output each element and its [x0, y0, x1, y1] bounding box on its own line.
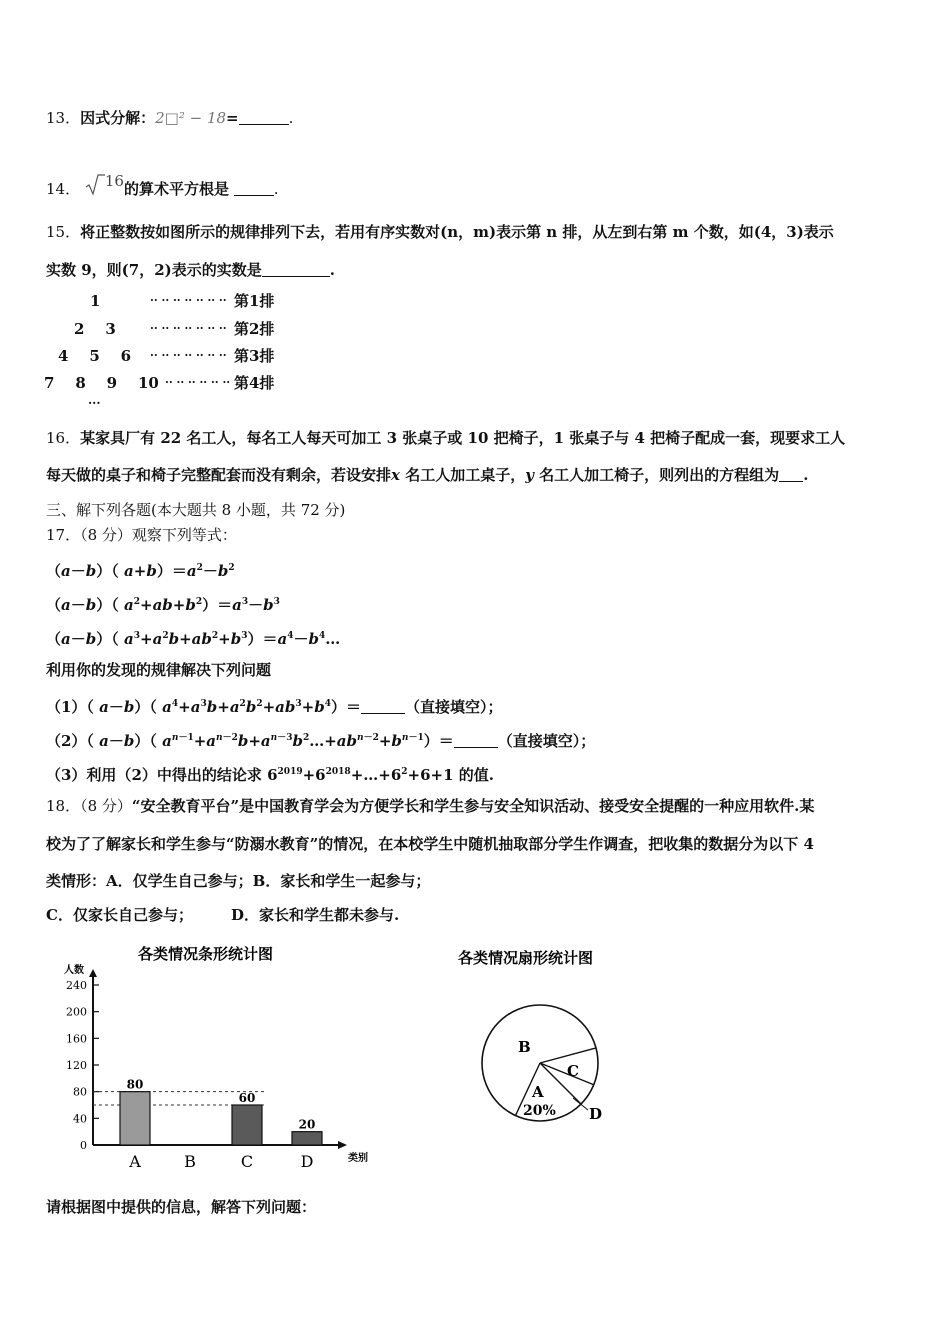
question-16-line-2 [46, 465, 808, 485]
q17-part-2-blank [454, 733, 498, 748]
pie-radius-1 [540, 1048, 596, 1063]
bar-label-A: 80 [126, 1077, 144, 1092]
pie-chart [440, 935, 660, 1135]
q17-part-2-label: （2）（ [46, 732, 94, 750]
triangle-row-4-dots: ·· ·· ·· ·· ·· ·· [165, 376, 231, 389]
q16-var-x: x [391, 466, 400, 484]
question-18-line-1 [46, 796, 814, 816]
q18-option-d: D．家长和学生都未参与. [230, 906, 400, 924]
q15-text-line-1: 将正整数按如图所示的规律排列下去，若用有序实数对(n，m)表示第 n 排，从左到右第 m 个数，如(4，3)表示 [80, 223, 834, 241]
q16-number: 16． [46, 429, 81, 447]
triangle-row-3-dots: ·· ·· ·· ·· ·· ·· ·· [150, 349, 227, 362]
q13-text: 因式分解： [80, 109, 156, 127]
question-14 [46, 174, 279, 201]
x-axis-arrow [338, 1141, 347, 1149]
q17-part-3-end: 的值. [458, 766, 494, 784]
triangle-row-4-label: 第4排 [234, 374, 275, 392]
q18-text-line-3: 类情形：A．仅学生自己参与；B．家长和学生一起参与； [46, 872, 431, 890]
q17-number: 17． [46, 526, 81, 544]
pie-chart-title: 各类情况扇形统计图 [458, 949, 594, 967]
q16-text-line-2b: 名工人加工桌子， [405, 466, 526, 484]
y-axis-arrow [89, 969, 97, 977]
x-tick-label-B: B [184, 1152, 196, 1171]
q16-period: . [803, 466, 809, 484]
pie-label-A: A [532, 1083, 544, 1101]
bar-chart-ylabel: 人数 [64, 965, 84, 976]
q17-part-3-text: （3）利用（2）中得出的结论求 6 [46, 766, 278, 784]
triangle-row-1-dots: ·· ·· ·· ·· ·· ·· ·· [150, 294, 227, 307]
q17-part-3: （3）利用（2）中得出的结论求 $6^{2019}+6^{2018}+\dots+6^2+6+1$ 的值. [46, 766, 494, 784]
q16-text-line-2a: 每天做的桌子和椅子完整配套而没有剩余，若设安排 [46, 466, 392, 484]
triangle-row-3-label: 第3排 [234, 347, 275, 365]
q17-intro: 利用你的发现的规律解决下列问题 [46, 661, 272, 679]
q14-answer-blank [234, 181, 274, 196]
question-17-header [46, 525, 237, 545]
sqrt-symbol-icon [85, 174, 105, 201]
q15-number: 15． [46, 223, 81, 241]
q16-text-line-2c: 名工人加工椅子，则列出的方程组为 [539, 466, 780, 484]
question-15-line-1 [46, 222, 834, 242]
triangle-ellipsis: ··· [88, 396, 101, 410]
x-tick-label-A: A [129, 1152, 141, 1171]
q18-option-c: C．仅家长自己参与； [46, 906, 193, 924]
y-tick-label-200: 200 [66, 1005, 87, 1019]
pie-label-C: C [567, 1062, 579, 1080]
x-tick-label-D: D [300, 1152, 314, 1171]
q15-text-line-2: 实数 9，则(7，2)表示的实数是 [46, 261, 262, 279]
y-tick-label-160: 160 [66, 1032, 87, 1046]
bar-chart-title: 各类情况条形统计图 [138, 945, 274, 963]
q18-number: 18． [46, 797, 81, 815]
y-tick-label-80: 80 [73, 1085, 87, 1099]
q17-equation-1: （a－b）（ $a+b)=a^2-b^2$ [46, 562, 235, 580]
pie-label-B: B [518, 1038, 531, 1056]
bar-A [120, 1092, 150, 1145]
q17-text: 观察下列等式： [131, 526, 237, 544]
q17-part-1-label: （1）（ [46, 698, 94, 716]
q14-period: . [273, 180, 279, 198]
q18-text-line-4 [46, 905, 399, 925]
q15-answer-blank [262, 262, 330, 277]
pie-slice-label-A: 20% [523, 1103, 556, 1119]
q18-points: （8 分） [80, 797, 132, 815]
triangle-row-4-numbers: 7 8 9 10 [44, 374, 159, 392]
x-tick-label-C: C [240, 1152, 254, 1171]
q16-text-line-1: 某家具厂有 22 名工人，每名工人每天可加工 3 张桌子或 10 把椅子，1 张桌子与 4 把椅子配成一套，现要求工人 [80, 429, 846, 447]
q17-part-2: （2）（ a－b）（ $a^{n-1}+a^{n-2}b+a^{n-3}b^2\dots+ab^{n-2}+b^{n-1})=$ （直接填空）； [46, 732, 596, 750]
triangle-row-2-dots: ·· ·· ·· ·· ·· ·· ·· [150, 322, 227, 335]
question-16-line-1 [46, 428, 845, 448]
q18-after-text: 请根据图中提供的信息，解答下列问题： [46, 1198, 317, 1216]
q13-equals: = [226, 109, 239, 127]
q18-text-line-2: 校为了了解家长和学生参与“防溺水教育”的情况，在本校学生中随机抽取部分学生作调查，把收集的数据分为以下 4 [46, 835, 814, 853]
triangle-row-1-label: 第1排 [234, 292, 275, 310]
q17-part-1-blank [361, 699, 405, 714]
triangle-row-2-numbers: 2 3 [74, 320, 116, 338]
y-tick-label-120: 120 [66, 1059, 87, 1072]
y-tick-label-0: 0 [80, 1139, 87, 1152]
question-13 [46, 108, 293, 128]
bar-chart-xlabel: 类别 [348, 1153, 368, 1164]
q15-period: . [329, 261, 335, 279]
bar-chart [50, 935, 380, 1175]
q14-sqrt-value: 16 [104, 172, 124, 190]
y-tick-label-240: 240 [66, 979, 87, 992]
q13-period: . [288, 109, 294, 127]
pie-label-D: D [589, 1105, 603, 1123]
section-3-heading: 三、解下列各题(本大题共 8 小题，共 72 分) [46, 501, 346, 519]
bar-label-C: 60 [238, 1091, 256, 1105]
q13-answer-blank [239, 110, 289, 125]
triangle-row-2-label: 第2排 [234, 320, 275, 338]
q17-part-1-tail: （直接填空）； [405, 698, 503, 716]
q18-text-line-1: “安全教育平台”是中国教育学会为方便学长和学生参与安全知识活动、接受安全提醒的一种应用软件.某 [131, 797, 815, 815]
q13-expression: 2□² − 18 [155, 109, 227, 127]
q14-text: 的算术平方根是 [123, 180, 229, 198]
bar-label-D: 20 [298, 1117, 316, 1132]
q16-answer-blank [779, 467, 803, 482]
bar-C [232, 1105, 262, 1145]
q13-number: 13． [46, 109, 81, 127]
q17-points: （8 分） [80, 526, 132, 544]
triangle-row-1-numbers: 1 [90, 292, 101, 310]
y-tick-label-40: 40 [73, 1112, 87, 1126]
q17-equation-3: （a－b）（ $a^3+a^2b+ab^2+b^3)=a^4-b^4\dots$ [46, 630, 341, 648]
bar-D [292, 1132, 322, 1145]
q17-part-2-tail: （直接填空）； [497, 732, 596, 750]
question-15-line-2 [46, 260, 335, 280]
q17-equation-2: （a－b）（ $a^2+ab+b^2)=a^3-b^3$ [46, 596, 280, 614]
q14-number: 14． [46, 180, 81, 198]
q17-part-1: （1）（ a－b）（ $a^4+a^3b+a^2b^2+ab^3+b^4)=$ （直接填空）； [46, 698, 503, 716]
q16-var-y: y [525, 466, 534, 484]
triangle-row-3-numbers: 4 5 6 [58, 347, 132, 365]
